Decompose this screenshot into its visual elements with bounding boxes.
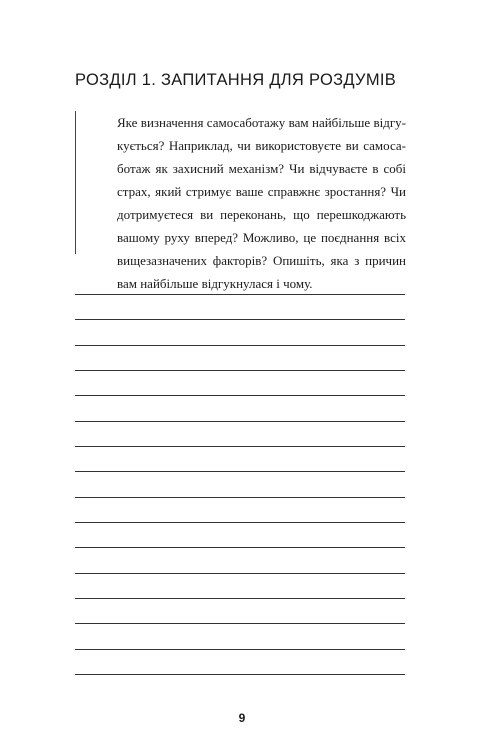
prompt-line: вашому руху вперед? Можливо, це поєднання всіх [117, 230, 406, 245]
page-number: 9 [238, 711, 246, 725]
prompt-line: вищезазначених факторів? Опишіть, яка з причин [117, 253, 406, 268]
answer-line [75, 649, 405, 650]
prompt-line: ботаж як захисний механізм? Чи відчуваєте в собі [117, 161, 406, 176]
chapter-title: РОЗДІЛ 1. ЗАПИТАННЯ ДЛЯ РОЗДУМІВ [75, 71, 397, 89]
prompt-line: кується? Наприклад, чи використовуєте ви самоса- [117, 138, 406, 153]
prompt-line: Яке визначення самосаботажу вам найбільше відгу- [117, 115, 406, 130]
answer-line [75, 345, 405, 346]
answer-line [75, 446, 405, 447]
prompt-line: страх, який стримує ваше справжнє зростання? Чи [117, 184, 406, 199]
answer-line [75, 573, 405, 574]
answer-line [75, 674, 405, 675]
answer-line [75, 598, 405, 599]
answer-line [75, 421, 405, 422]
answer-line [75, 370, 405, 371]
answer-line [75, 623, 405, 624]
answer-line [75, 547, 405, 548]
answer-line [75, 471, 405, 472]
answer-line [75, 319, 405, 320]
answer-line [75, 294, 405, 295]
answer-line [75, 395, 405, 396]
answer-line [75, 522, 405, 523]
answer-writing-area [75, 0, 405, 756]
prompt-line: вам найбільше відгукнулася і чому. [117, 276, 313, 291]
answer-line [75, 497, 405, 498]
prompt-line: дотримуєтеся ви переконань, що перешкоджають [117, 207, 406, 222]
